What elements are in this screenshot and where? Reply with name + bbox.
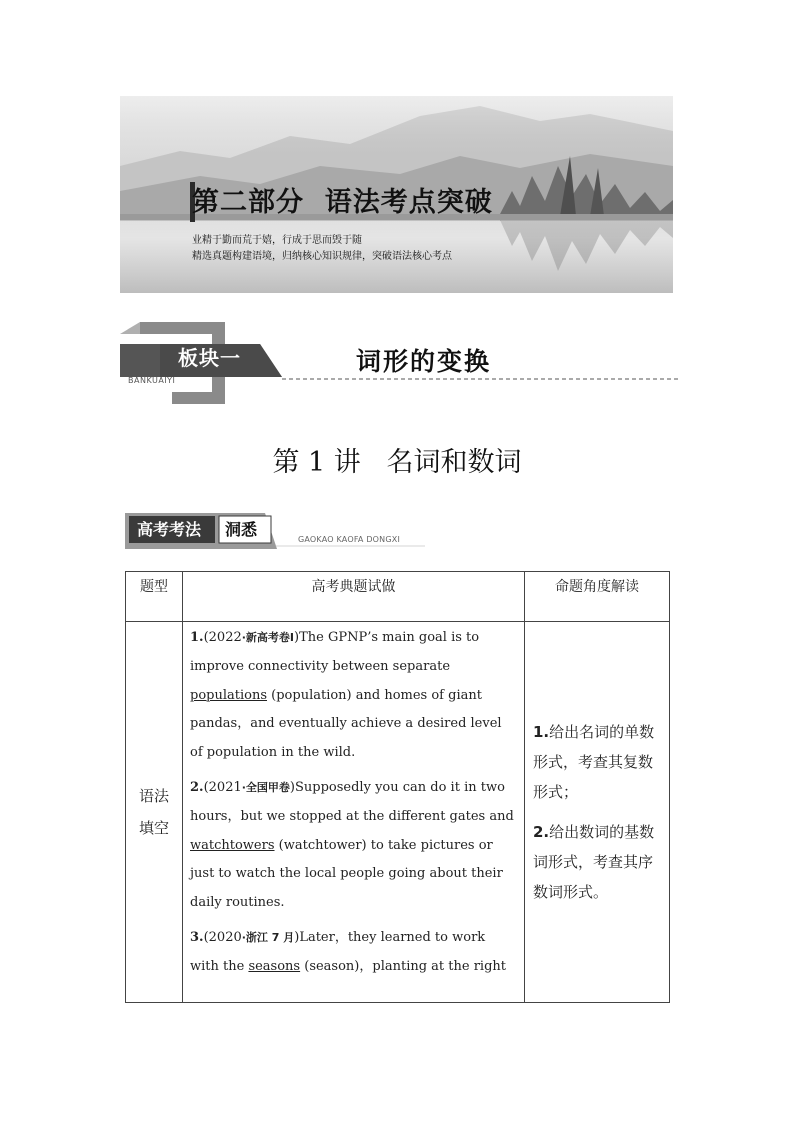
- gaokao-label-part2: 洞悉: [225, 520, 258, 539]
- part-subtitle-2: 精选真题构建语境，归纳核心知识规律，突破语法核心考点: [192, 251, 452, 262]
- exam-table: [125, 571, 670, 1003]
- question-text-after: (season)，planting at the right: [300, 958, 507, 974]
- question-number: 2.: [190, 779, 204, 795]
- question-source-close: ): [294, 929, 300, 945]
- question-year: (2021: [203, 779, 242, 795]
- question-item-1: [190, 624, 516, 768]
- question-source: ·浙江 7 月: [241, 930, 295, 944]
- block-label: 板块一: [178, 346, 241, 370]
- analysis-text: 给出数词的基数词形式，考查其序数词形式。: [533, 823, 655, 901]
- question-number: 1.: [190, 630, 204, 645]
- header-type: 题型: [126, 572, 183, 622]
- part-subtitle-1: 业精于勤而荒于嬉，行成于思而毁于随: [192, 235, 362, 246]
- question-source-close: ): [294, 630, 300, 645]
- lecture-title: 第 1 讲 名词和数词: [272, 447, 522, 478]
- questions-cell: [183, 622, 525, 1003]
- question-number: 3.: [190, 929, 204, 945]
- analysis-number: 2.: [533, 823, 550, 841]
- section-header: [120, 322, 680, 412]
- gaokao-label-part1: 高考考法: [137, 520, 202, 539]
- question-text-before: The GPNP’s main goal is to improve connectivity between separate: [190, 630, 480, 674]
- analysis-text: 给出名词的单数形式，考查其复数形式；: [533, 723, 655, 801]
- question-year: (2022: [203, 630, 242, 645]
- question-answer: watchtowers: [190, 837, 275, 853]
- question-text-before: Supposedly you can do it in two hours，but we stopped at the different gates and: [190, 779, 514, 824]
- question-item-3: [190, 924, 516, 982]
- analysis-cell: [525, 622, 670, 1003]
- question-type-cell: [126, 622, 183, 1003]
- question-type-line-2: 填空: [138, 819, 169, 837]
- table-row: [126, 622, 670, 1003]
- part-title: 第二部分 语法考点突破: [192, 187, 493, 218]
- question-text-after: (population) and homes of giant pandas，and eventually achieve a desired level of population in the wild.: [190, 687, 502, 761]
- question-text-before: Later，they learned to work with the: [190, 929, 486, 974]
- question-year: (2020: [203, 929, 242, 945]
- analysis-note-2: [533, 817, 663, 907]
- header-analysis: 命题角度解读: [525, 572, 670, 622]
- question-answer: populations: [190, 687, 268, 703]
- table-header-row: [126, 572, 670, 622]
- question-source-close: ): [289, 779, 295, 795]
- part-banner: [120, 96, 673, 293]
- question-source: ·全国甲卷: [241, 780, 290, 794]
- question-item-2: [190, 774, 516, 918]
- question-source: ·新高考卷Ⅰ: [241, 631, 295, 644]
- question-text-after: (watchtower) to take pictures or just to watch the local people going about their daily routines.: [190, 837, 503, 911]
- header-questions: 高考典题试做: [183, 572, 525, 622]
- question-answer: seasons: [248, 958, 301, 974]
- block-pinyin: BANKUAIYI: [128, 376, 176, 385]
- gaokao-label: [125, 513, 425, 549]
- section-title: 词形的变换: [356, 347, 492, 376]
- analysis-note-1: [533, 717, 663, 807]
- analysis-number: 1.: [533, 723, 550, 741]
- question-type-line-1: 语法: [138, 787, 169, 805]
- gaokao-label-pinyin: GAOKAO KAOFA DONGXI: [298, 535, 401, 544]
